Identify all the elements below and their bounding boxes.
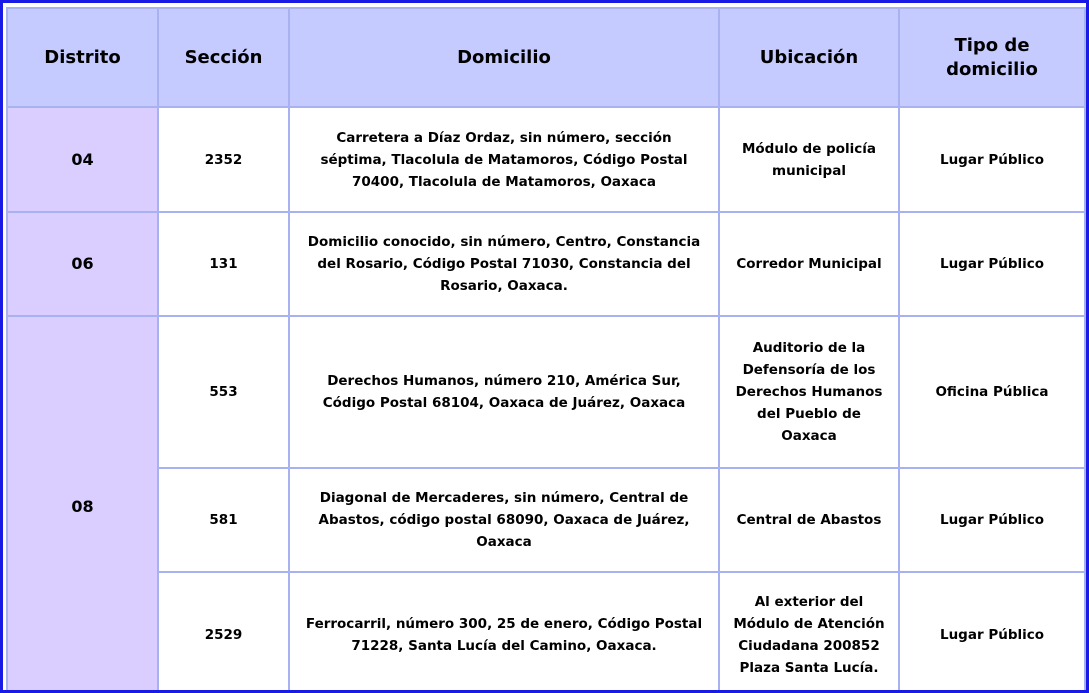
cell-seccion: 581	[158, 468, 289, 572]
cell-domicilio: Carretera a Díaz Ordaz, sin número, sección séptima, Tlacolula de Matamoros, Código Postal 70400, Tlacolula de Matamoros, Oaxaca	[289, 107, 719, 212]
table-row	[7, 316, 1085, 468]
cell-seccion: 2352	[158, 107, 289, 212]
header-seccion: Sección	[158, 8, 289, 107]
cell-tipo-domicilio: Lugar Público	[899, 468, 1085, 572]
cell-distrito: 08	[7, 316, 158, 693]
cell-ubicacion: Al exterior del Módulo de Atención Ciudadana 200852 Plaza Santa Lucía.	[719, 572, 899, 693]
header-distrito: Distrito	[7, 8, 158, 107]
table-row	[7, 107, 1085, 212]
domicilios-table	[6, 7, 1086, 693]
cell-domicilio: Ferrocarril, número 300, 25 de enero, Código Postal 71228, Santa Lucía del Camino, Oaxaca.	[289, 572, 719, 693]
cell-domicilio: Derechos Humanos, número 210, América Sur, Código Postal 68104, Oaxaca de Juárez, Oaxaca	[289, 316, 719, 468]
header-ubicacion: Ubicación	[719, 8, 899, 107]
cell-seccion: 553	[158, 316, 289, 468]
cell-distrito: 06	[7, 212, 158, 316]
table-row	[7, 212, 1085, 316]
cell-ubicacion: Central de Abastos	[719, 468, 899, 572]
cell-ubicacion: Corredor Municipal	[719, 212, 899, 316]
cell-tipo-domicilio: Oficina Pública	[899, 316, 1085, 468]
table-header-row	[7, 8, 1085, 107]
cell-tipo-domicilio: Lugar Público	[899, 107, 1085, 212]
cell-tipo-domicilio: Lugar Público	[899, 212, 1085, 316]
cell-distrito: 04	[7, 107, 158, 212]
cell-seccion: 2529	[158, 572, 289, 693]
cell-seccion: 131	[158, 212, 289, 316]
cell-ubicacion: Auditorio de la Defensoría de los Derechos Humanos del Pueblo de Oaxaca	[719, 316, 899, 468]
header-tipo-domicilio: Tipo de domicilio	[899, 8, 1085, 107]
table-row	[7, 572, 1085, 693]
header-domicilio: Domicilio	[289, 8, 719, 107]
table-row	[7, 468, 1085, 572]
cell-domicilio: Domicilio conocido, sin número, Centro, Constancia del Rosario, Código Postal 71030, Constancia del Rosario, Oaxaca.	[289, 212, 719, 316]
cell-domicilio: Diagonal de Mercaderes, sin número, Central de Abastos, código postal 68090, Oaxaca de Juárez, Oaxaca	[289, 468, 719, 572]
cell-ubicacion: Módulo de policía municipal	[719, 107, 899, 212]
cell-tipo-domicilio: Lugar Público	[899, 572, 1085, 693]
